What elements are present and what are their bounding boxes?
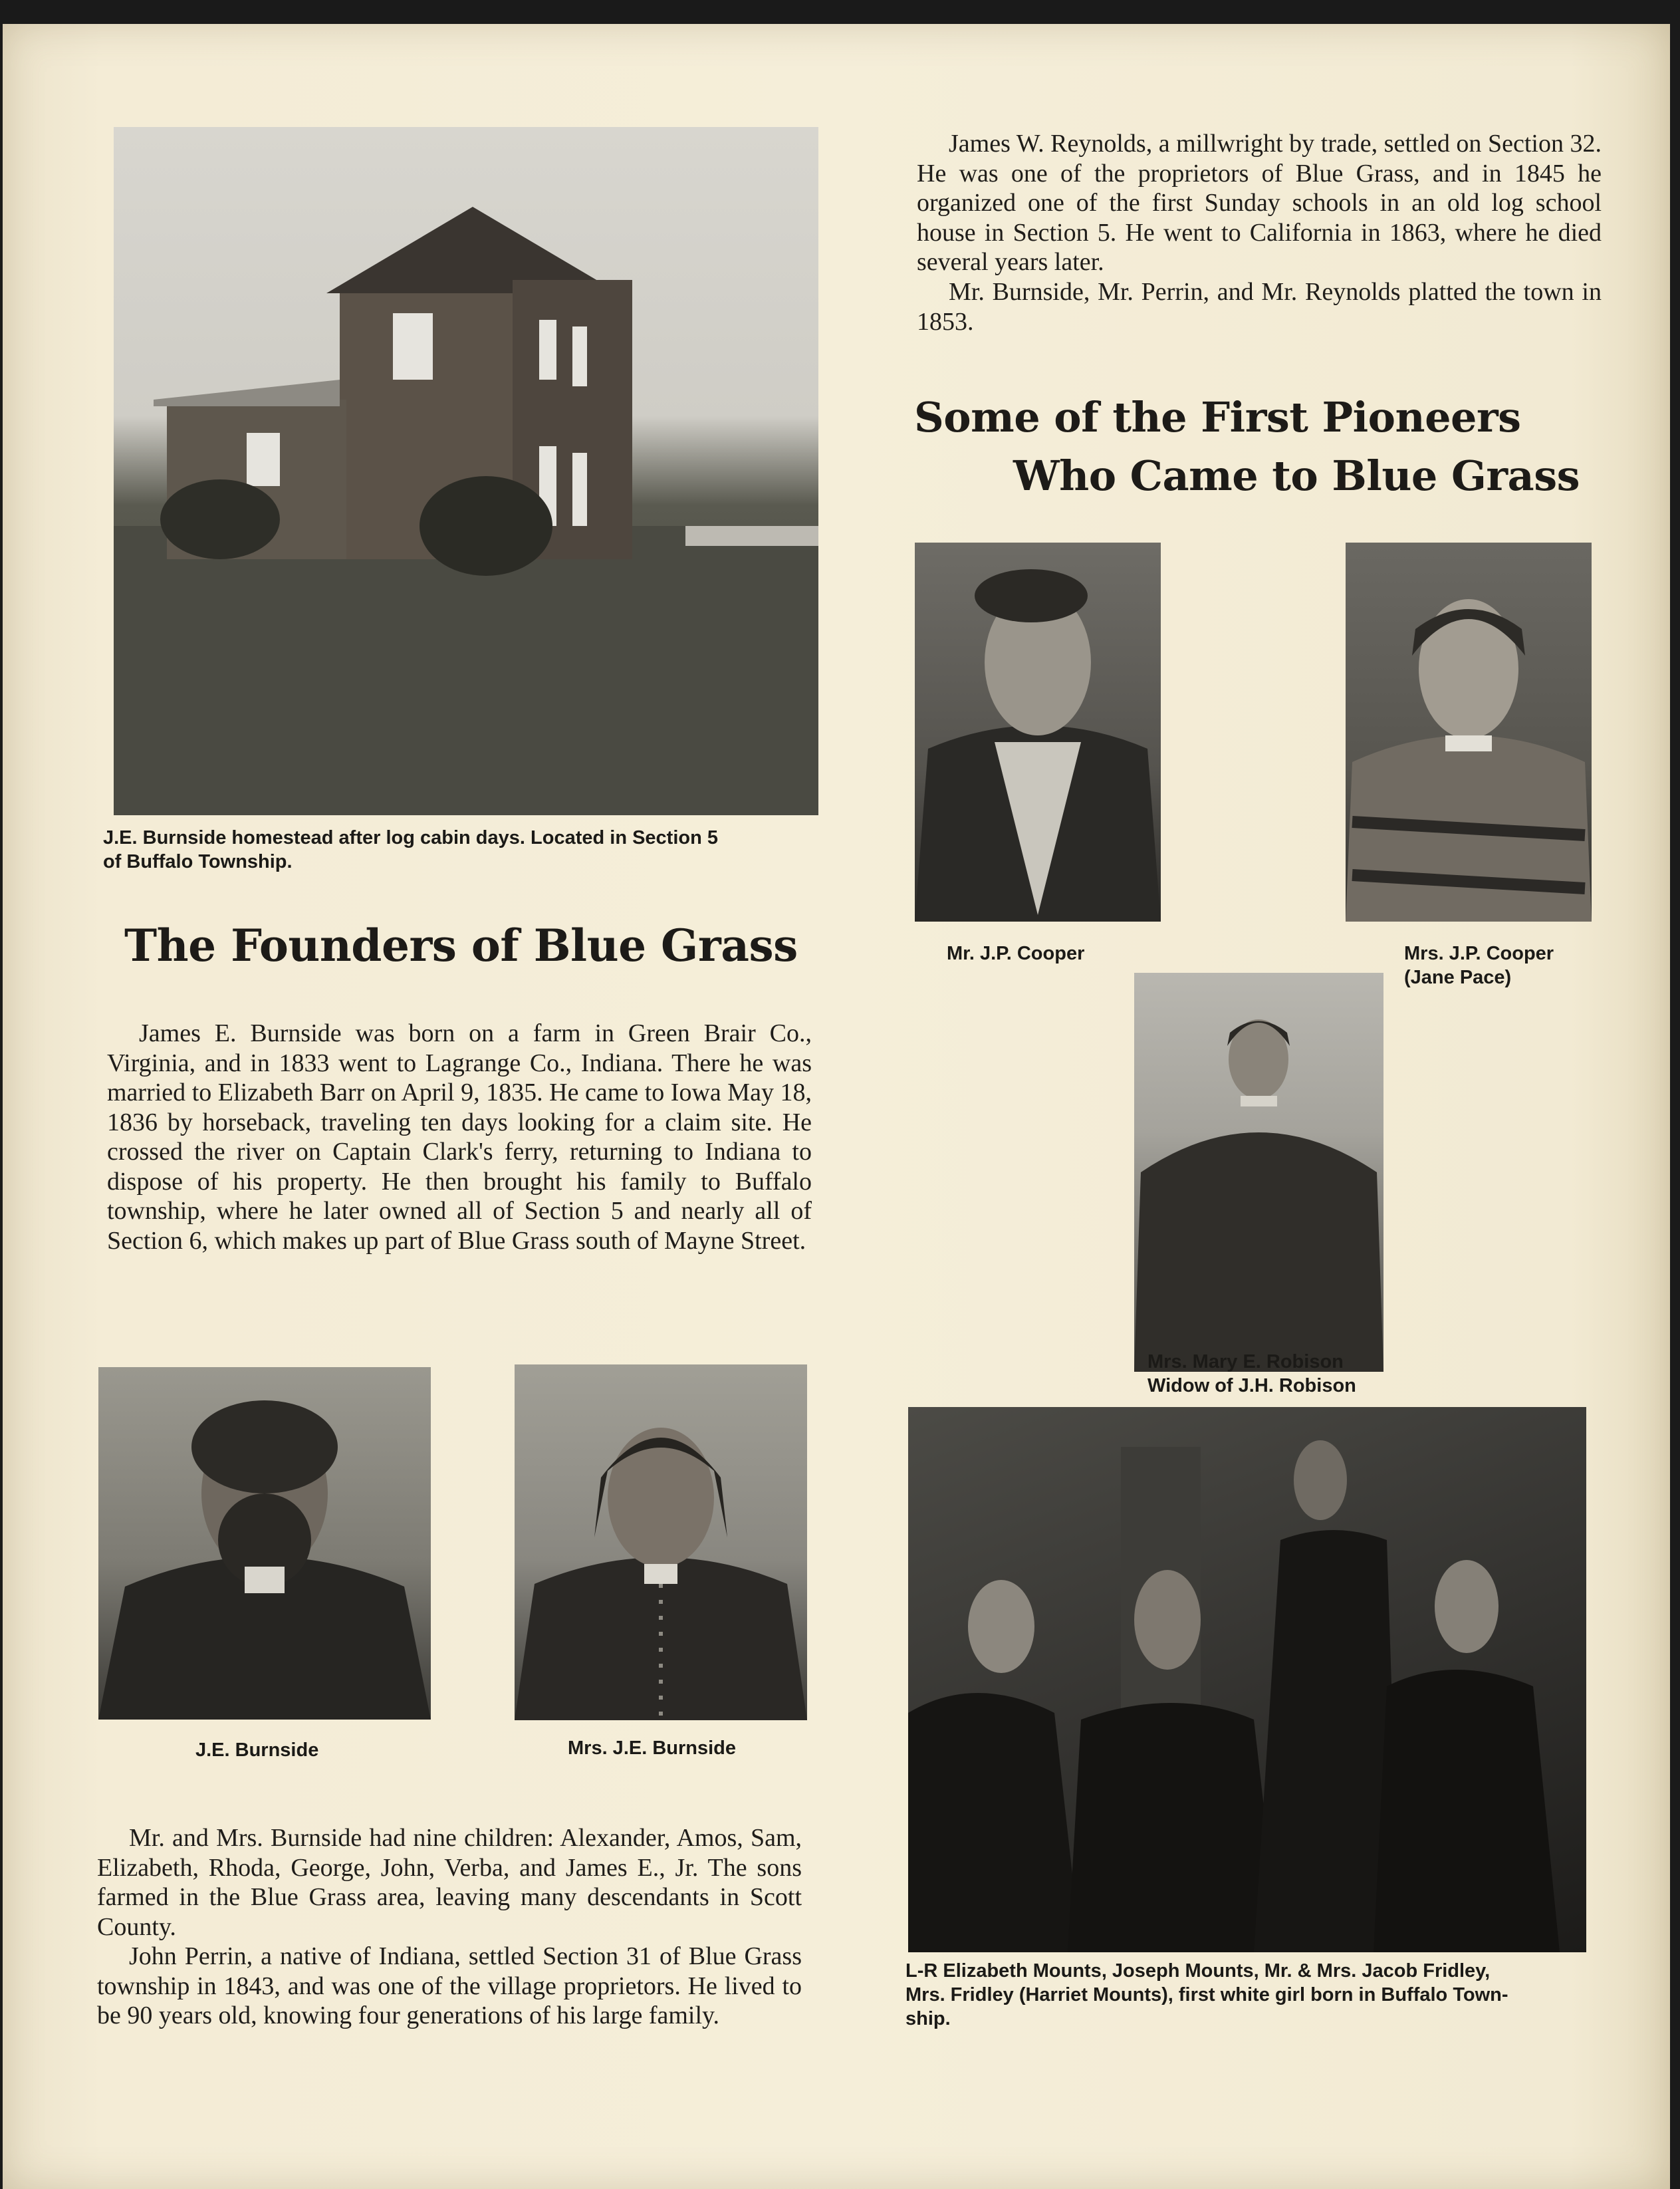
mr-cooper-caption: Mr. J.P. Cooper (947, 943, 1085, 964)
je-burnside-portrait (98, 1367, 431, 1720)
group-caption (905, 1959, 1597, 2031)
group-caption-line2: Mrs. Fridley (Harriet Mounts), first white girl born in Buffalo Town- (905, 1984, 1508, 2005)
robison-caption-line1: Mrs. Mary E. Robison (1147, 1351, 1344, 1372)
mrs-cooper-caption (1404, 942, 1554, 989)
children-paragraph: Mr. and Mrs. Burnside had nine children: Alexander, Amos, Sam, Elizabeth, Rhoda, George, John, Verba, and James E., Jr. The sons farmed in the Blue Grass area, leaving many descendants in Scott County. (97, 1824, 802, 1941)
group-caption-line3: ship. (905, 2008, 951, 2029)
perrin-paragraph: John Perrin, a native of Indiana, settled Section 31 of Blue Grass township in 1843, and was one of the village proprietors. He lived to be 90 years old, knowing four generations of his large family. (97, 1942, 802, 2029)
homestead-photo (114, 127, 818, 815)
pioneers-heading-line2: Who Came to Blue Grass (1013, 451, 1580, 500)
group-caption-line1: L-R Elizabeth Mounts, Joseph Mounts, Mr. & Mrs. Jacob Fridley, (905, 1960, 1491, 1982)
mounts-fridley-group-photo (908, 1407, 1586, 1952)
homestead-caption-line2: of Buffalo Township. (103, 851, 293, 872)
homestead-caption (103, 826, 828, 874)
reynolds-paragraph: James W. Reynolds, a millwright by trade, settled on Section 32. He was one of the proprietors of Blue Grass, and in 1845 he organized one of the first Sunday schools in an old log school house in Section 5. He went to California in 1863, where he died several years later. (917, 130, 1602, 276)
je-burnside-caption: J.E. Burnside (195, 1739, 319, 1761)
founders-heading: The Founders of Blue Grass (124, 920, 798, 971)
pioneers-heading-line1: Some of the First Pioneers (914, 393, 1521, 442)
founders-paragraph: James E. Burnside was born on a farm in Green Brair Co., Virginia, and in 1833 went to Lagrange Co., Indiana. There he was married to Elizabeth Barr on April 9, 1835. He came to Iowa May 18, 1836 by horseback, traveling ten days looking for a claim site. He crossed the river on Captain Clark's ferry, returning to Indiana to dispose of his property. He then brought his family to Buffalo township, where he later owned all of Section 5 and nearly all of Section 6, which makes up part of Blue Grass south of Mayne Street. (107, 1019, 812, 1255)
mr-cooper-portrait (915, 543, 1161, 922)
mrs-cooper-portrait (1346, 543, 1592, 922)
homestead-caption-line1: J.E. Burnside homestead after log cabin days. Located in Section 5 (103, 827, 719, 848)
mrs-je-burnside-portrait (515, 1364, 807, 1720)
robison-caption (1147, 1350, 1356, 1398)
document-page (3, 24, 1670, 2189)
mrs-cooper-caption-line1: Mrs. J.P. Cooper (1404, 943, 1554, 964)
mrs-je-burnside-caption: Mrs. J.E. Burnside (568, 1738, 737, 1759)
robison-portrait (1134, 973, 1383, 1372)
mrs-cooper-caption-line2: (Jane Pace) (1404, 967, 1512, 988)
robison-caption-line2: Widow of J.H. Robison (1147, 1375, 1356, 1396)
platted-paragraph: Mr. Burnside, Mr. Perrin, and Mr. Reynolds platted the town in 1853. (917, 278, 1602, 336)
